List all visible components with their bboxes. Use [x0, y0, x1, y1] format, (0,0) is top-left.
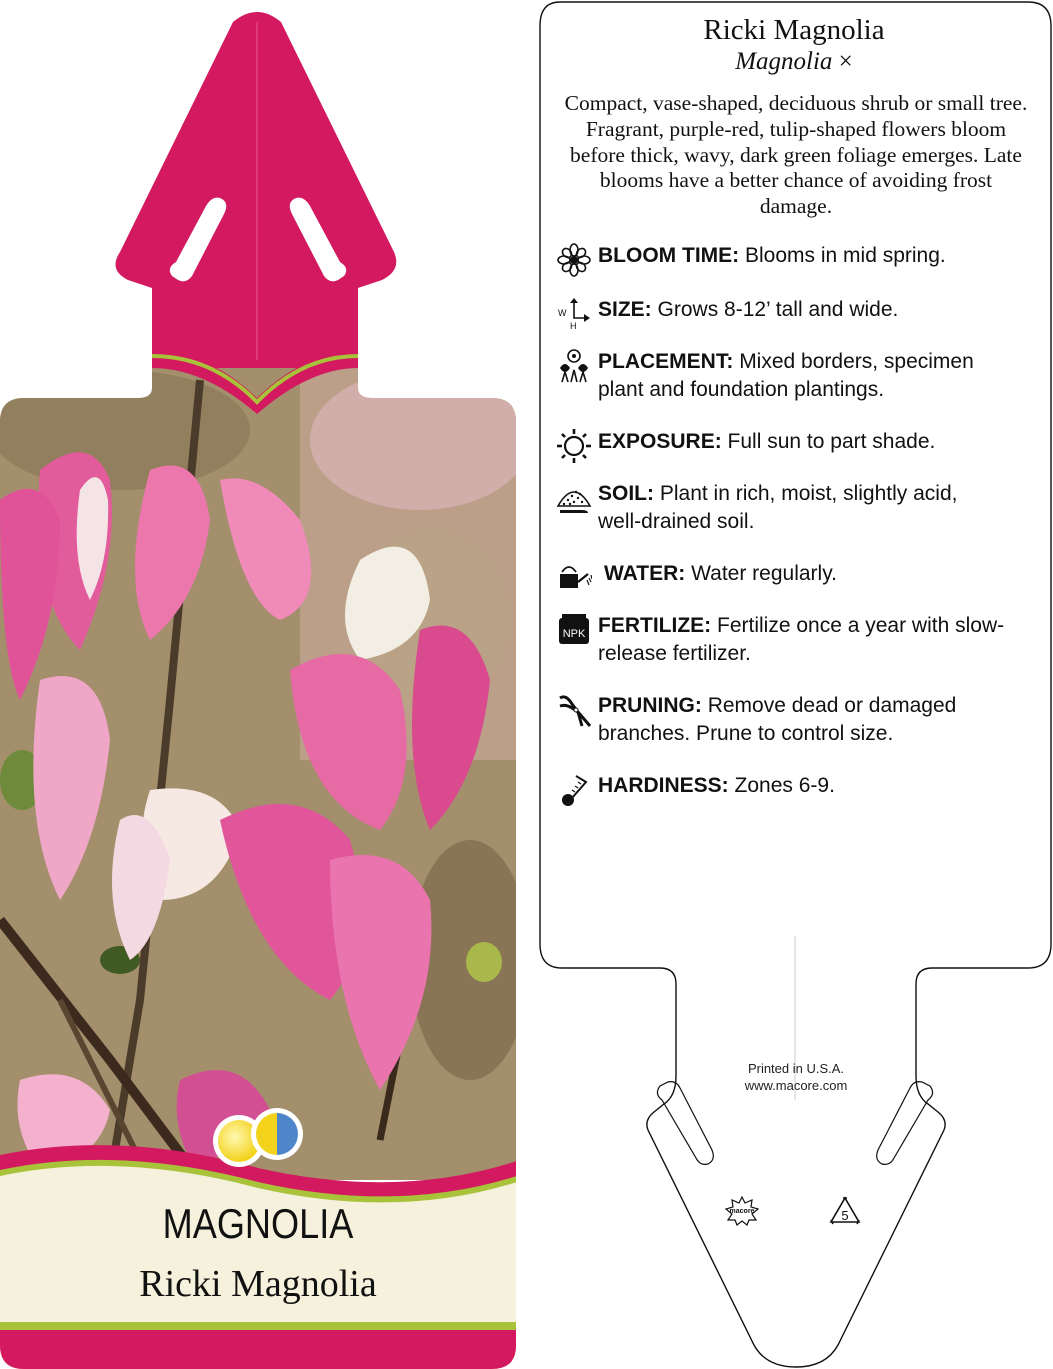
printer-info [686, 1060, 906, 1094]
recycle-number: 5 [841, 1208, 849, 1223]
attribute-value: Remove dead or damaged branches. Prune to control size. [598, 694, 957, 745]
attribute-label: SOIL: [598, 482, 654, 505]
npk-icon-text: NPK [562, 628, 586, 640]
macore-logo-text: macore [729, 1208, 755, 1215]
watering-can-icon [556, 560, 592, 596]
attribute-label: PLACEMENT: [598, 350, 734, 373]
placement-icon [556, 348, 592, 384]
attribute-text [598, 480, 998, 536]
attribute-value: Grows 8-12’ tall and wide. [657, 298, 899, 321]
botanical-genus: Magnolia [735, 48, 833, 75]
size-arrows-icon [556, 296, 592, 332]
attribute-text [598, 242, 1038, 270]
part-shade-icon [251, 1108, 303, 1160]
attribute-label: WATER: [604, 562, 686, 585]
pruners-icon [556, 692, 592, 728]
attribute-value: Fertilize once a year with slow-release fertilizer. [598, 614, 1005, 665]
attribute-value: Plant in rich, moist, slightly acid, well-drained soil. [598, 482, 958, 533]
common-name: Ricki Magnolia [139, 1263, 377, 1305]
size-icon-h: H [570, 321, 577, 331]
attribute-label: PRUNING: [598, 694, 702, 717]
npk-icon [556, 612, 592, 648]
attribute-text [604, 560, 1044, 588]
attribute-value: Water regularly. [691, 562, 837, 585]
attribute-value: Full sun to part shade. [727, 430, 936, 453]
thermometer-icon [556, 772, 592, 808]
website: www.macore.com [744, 1078, 848, 1093]
soil-icon [556, 480, 592, 516]
front-tag-artwork [0, 0, 520, 1369]
front-tag [0, 0, 520, 1369]
attribute-label: HARDINESS: [598, 774, 729, 797]
macore-logo-icon [724, 1196, 760, 1226]
size-icon-w: W [558, 308, 567, 318]
attribute-label: EXPOSURE: [598, 430, 722, 453]
botanical-name [536, 48, 1052, 76]
printed-in: Printed in U.S.A. [747, 1061, 845, 1076]
attribute-text [598, 296, 1038, 324]
attribute-text [598, 772, 1038, 800]
attribute-value: Zones 6-9. [734, 774, 835, 797]
attribute-value: Mixed borders, specimen plant and foundation plantings. [598, 350, 974, 401]
attribute-text [598, 428, 1038, 456]
hybrid-mark: × [838, 48, 853, 75]
back-tag [536, 0, 1053, 1369]
attribute-text [598, 348, 1008, 404]
plant-description: Compact, vase-shaped, deciduous shrub or small tree. Fragrant, purple-red, tulip-shaped flowers bloom before thick, wavy, dark green foliage emerges. Late blooms have a better chance of avoiding frost damage. [564, 91, 1028, 219]
attribute-label: SIZE: [598, 298, 652, 321]
recycle-icon [828, 1196, 862, 1226]
attribute-text [598, 692, 1018, 748]
attribute-value: Blooms in mid spring. [745, 244, 946, 267]
sun-icon [556, 428, 592, 464]
attribute-label: FERTILIZE: [598, 614, 712, 637]
common-name-upper: MAGNOLIA [162, 1200, 354, 1247]
plant-title: Ricki Magnolia [703, 14, 885, 46]
flower-icon [556, 242, 592, 278]
attribute-text [598, 612, 1018, 668]
attribute-label: BLOOM TIME: [598, 244, 740, 267]
